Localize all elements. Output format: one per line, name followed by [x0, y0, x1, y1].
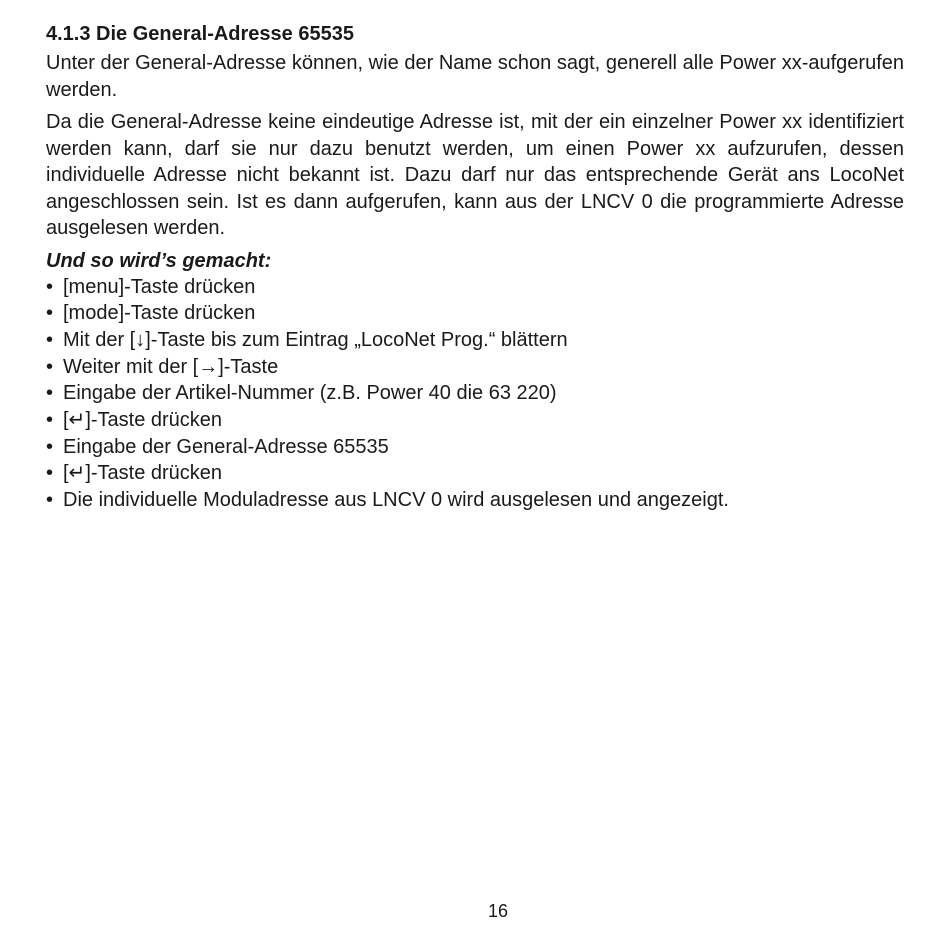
list-item	[46, 380, 904, 407]
step-text: [↵]-Taste drücken	[63, 462, 223, 485]
bullet-icon: •	[46, 302, 54, 325]
step-text: [menu]-Taste drücken	[63, 275, 256, 298]
bullet-icon: •	[46, 328, 54, 351]
list-item	[46, 434, 904, 461]
bullet-icon: •	[46, 435, 54, 458]
step-text: [↵]-Taste drücken	[63, 409, 223, 432]
section-heading: 4.1.3 Die General-Adresse 65535	[46, 23, 354, 45]
step-text: Eingabe der General-Adresse 65535	[63, 435, 389, 458]
instructions-subheading: Und so wird’s gemacht:	[46, 249, 272, 272]
bullet-icon: •	[46, 462, 54, 485]
list-item	[46, 274, 904, 301]
step-text: [mode]-Taste drücken	[63, 302, 256, 325]
step-text: Mit der [↓]-Taste bis zum Eintrag „LocoNet Prog.“ blättern	[63, 328, 568, 351]
list-item	[46, 327, 904, 354]
intro-paragraph: Unter der General-Adresse können, wie der Name schon sagt, generell alle Power xx-aufgerufen werden.	[46, 52, 904, 101]
bullet-icon: •	[46, 409, 54, 432]
list-item	[46, 354, 904, 381]
document-body	[46, 21, 904, 514]
page-number: 16	[487, 901, 509, 921]
list-item	[46, 300, 904, 327]
instruction-steps-list	[46, 274, 904, 514]
list-item	[46, 460, 904, 487]
step-text: Die individuelle Moduladresse aus LNCV 0 wird ausgelesen und angezeigt.	[63, 489, 729, 512]
bullet-icon: •	[46, 489, 54, 512]
bullet-icon: •	[46, 355, 54, 378]
step-text: Eingabe der Artikel-Nummer (z.B. Power 40 die 63 220)	[63, 382, 557, 405]
bullet-icon: •	[46, 275, 54, 298]
list-item	[46, 407, 904, 434]
general-address-paragraph: Da die General-Adresse keine eindeutige Adresse ist, mit der ein einzelner Power xx identifiziert werden kann, darf sie nur dazu benutzt werden, um einen Power xx aufzurufen, dessen individuelle Adresse nicht bekannt ist. Dazu darf nur das entsprechende Gerät ans LocoNet angeschlossen sein. Ist es dann aufgerufen, kann aus der LNCV 0 die programmierte Adresse ausgelesen werden.	[46, 111, 904, 239]
bullet-icon: •	[46, 382, 54, 405]
step-text: Weiter mit der [→]-Taste	[63, 355, 279, 378]
list-item	[46, 487, 904, 514]
